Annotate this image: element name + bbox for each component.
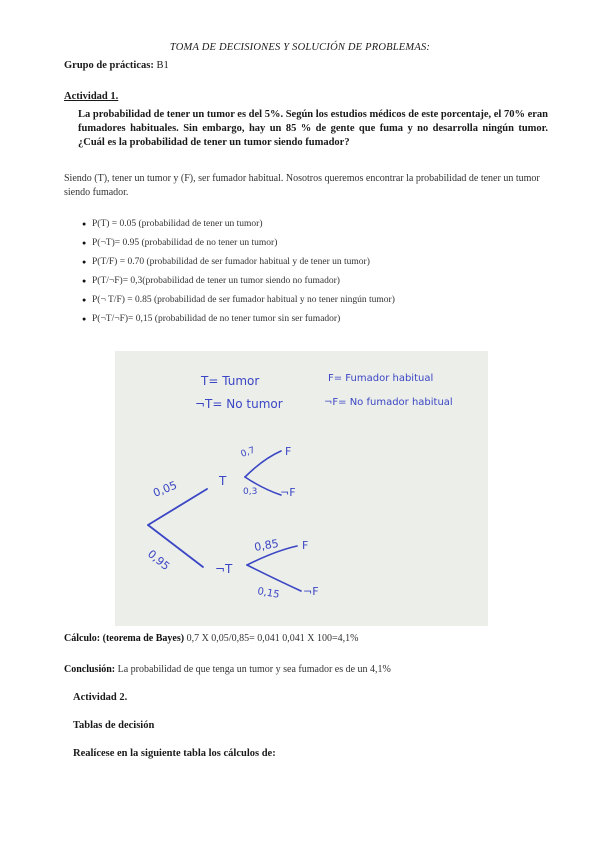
prob-t-f: 0,7: [239, 445, 257, 460]
grupo-practicas: [64, 60, 169, 71]
node-not-t: ¬T: [215, 562, 233, 576]
calculation-label: Cálculo: (teorema de Bayes): [64, 633, 185, 644]
conclusion-label: Conclusión:: [64, 664, 116, 675]
legend-fumador: F= Fumador habitual: [328, 373, 434, 384]
probability-tree-photo: [115, 351, 488, 626]
grupo-label: Grupo de prácticas:: [64, 60, 154, 71]
actividad2-instruction: Realícese en la siguiente tabla los cálculos de:: [73, 748, 276, 759]
document-header: TOMA DE DECISIONES Y SOLUCIÓN DE PROBLEMAS:: [169, 42, 431, 53]
leaf-not-f-1: ¬F: [280, 486, 296, 499]
definition-item: ● P(T) = 0.05 (probabilidad de tener un tumor): [82, 215, 395, 234]
actividad2-subtitle: Tablas de decisión: [73, 720, 155, 731]
prob-root-t: 0,05: [151, 478, 179, 500]
problem-statement: La probabilidad de tener un tumor es del 5%. Según los estudios médicos de este porcentaje, el 70% eran fumadores habituales. Sin embargo, hay un 85 % de gente que fuma y no desarrolla ningún tumor. ¿Cuál es la probabilidad de tener un tumor siendo fumador?: [78, 109, 548, 148]
actividad2-title: Actividad 2.: [73, 692, 128, 703]
actividad1-title: Actividad 1.: [64, 91, 119, 102]
definition-item: ● P(¬T/¬F)= 0,15 (probabilidad de no tener tumor sin ser fumador): [82, 310, 395, 329]
legend-tumor: T= Tumor: [201, 374, 260, 388]
prob-root-not-t: 0,95: [145, 547, 173, 574]
prob-not-t-not-f: 0,15: [256, 586, 281, 601]
definition-item: ● P(T/F) = 0.70 (probabilidad de ser fumador habitual y de tener un tumor): [82, 253, 395, 272]
calculation: [64, 633, 358, 644]
calculation-value: 0,7 X 0,05/0,85= 0,041 0,041 X 100=4,1%: [186, 633, 359, 644]
legend-no-tumor: ¬T= No tumor: [195, 397, 283, 411]
conclusion: [64, 664, 391, 675]
definition-item: ● P(¬ T/F) = 0.85 (probabilidad de ser fumador habitual y no tener ningún tumor): [82, 291, 395, 310]
branch-not-t-not-f: [247, 565, 301, 591]
probability-tree-diagram: [115, 351, 488, 626]
leaf-f-2: F: [302, 539, 309, 552]
leaf-f-1: F: [285, 445, 292, 458]
prob-not-t-f: 0,85: [253, 536, 280, 554]
legend-no-fumador: ¬F= No fumador habitual: [324, 397, 453, 408]
grupo-value: B1: [156, 60, 169, 71]
leaf-not-f-2: ¬F: [303, 585, 319, 598]
node-t: T: [219, 474, 227, 488]
definition-item: ● P(T/¬F)= 0,3(probabilidad de tener un tumor siendo no fumador): [82, 272, 395, 291]
prob-t-not-f: 0,3: [243, 487, 258, 497]
probability-definitions: [82, 215, 395, 329]
variables-description: Siendo (T), tener un tumor y (F), ser fumador habitual. Nosotros queremos encontrar la probabilidad de tener un tumor siendo fumador.: [64, 173, 540, 198]
conclusion-value: La probabilidad de que tenga un tumor y sea fumador es de un 4,1%: [117, 664, 391, 675]
definition-item: ● P(¬T)= 0.95 (probabilidad de no tener un tumor): [82, 234, 395, 253]
